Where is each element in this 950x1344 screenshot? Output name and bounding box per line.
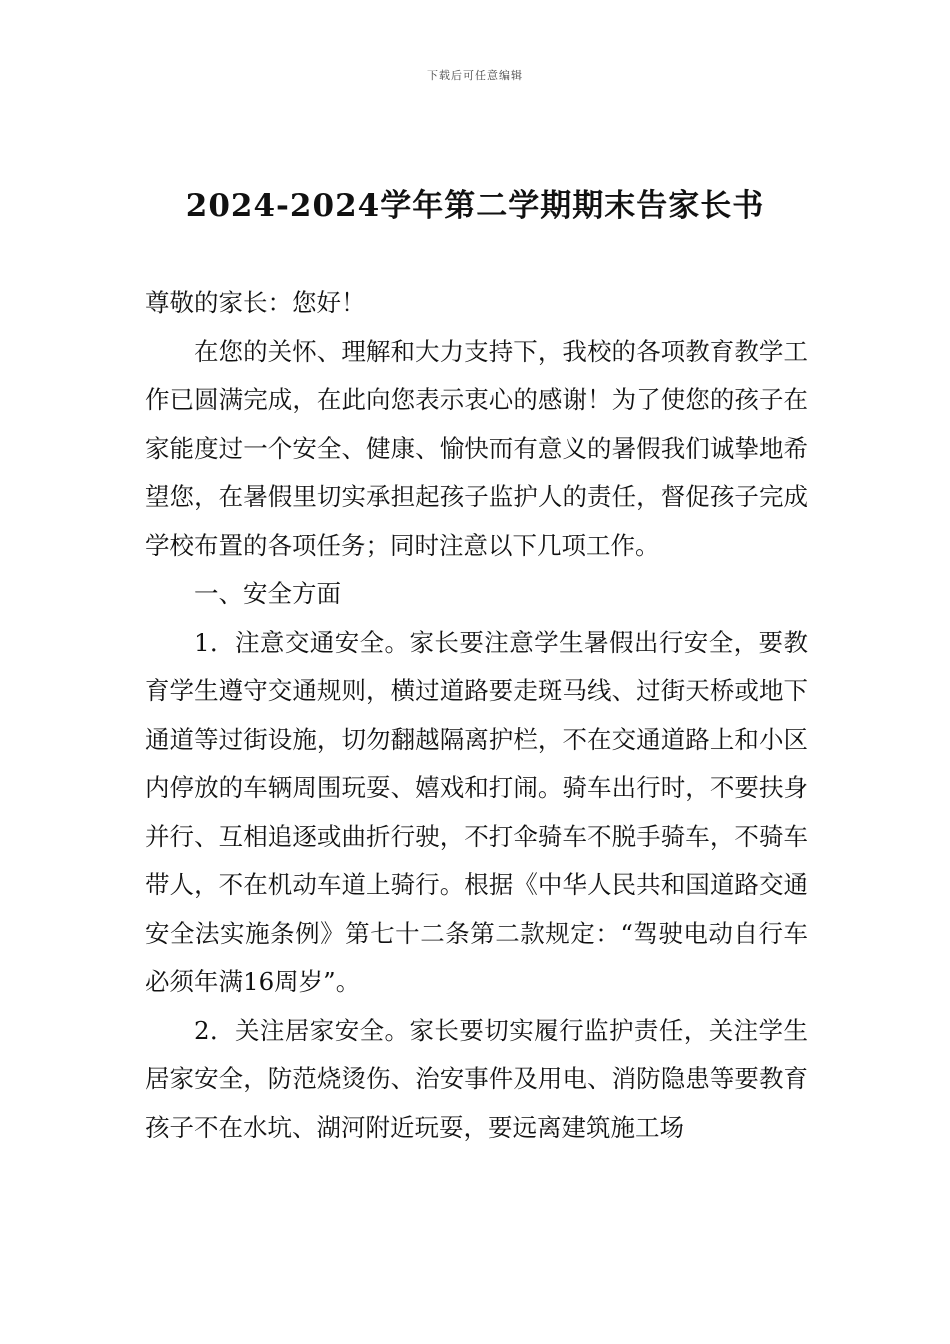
greeting: 尊敬的家长：您好！ bbox=[145, 288, 366, 317]
intro-paragraph: 在您的关怀、理解和大力支持下，我校的各项教育教学工作已圆满完成，在此向您表示衷心的感谢！为了使您的孩子在家能度过一个安全、健康、愉快而有意义的暑假我们诚挚地希望您，在暑假里切实承担起孩子监护人的责任，督促孩子完成学校布置的各项任务；同时注意以下几项工作。 bbox=[145, 336, 808, 560]
header-note: 下载后可任意编辑 bbox=[427, 69, 523, 82]
paragraph-home-safety: 2．关注居家安全。家长要切实履行监护责任，关注学生居家安全，防范烧烫伤、治安事件及用电、消防隐患等要教育孩子不在水坑、湖河附近玩耍，要远离建筑施工场 bbox=[145, 1015, 808, 1142]
paragraph-traffic-safety: 1．注意交通安全。家长要注意学生暑假出行安全，要教育学生遵守交通规则，横过道路要走斑马线、过街天桥或地下通道等过街设施，切勿翻越隔离护栏，不在交通道路上和小区内停放的车辆周围玩耍、嬉戏和打闹。骑车出行时，不要扶身并行、互相追逐或曲折行驶，不打伞骑车不脱手骑车，不骑车带人，不在机动车道上骑行。根据《中华人民共和国道路交通安全法实施条例》第七十二条第二款规定：“驾驶电动自行车必须年满16周岁”。 bbox=[145, 627, 808, 996]
section-heading-safety: 一、安全方面 bbox=[194, 579, 341, 608]
document-title: 2024-2024学年第二学期期末告家长书 bbox=[185, 188, 765, 224]
letter-body bbox=[145, 279, 808, 1152]
